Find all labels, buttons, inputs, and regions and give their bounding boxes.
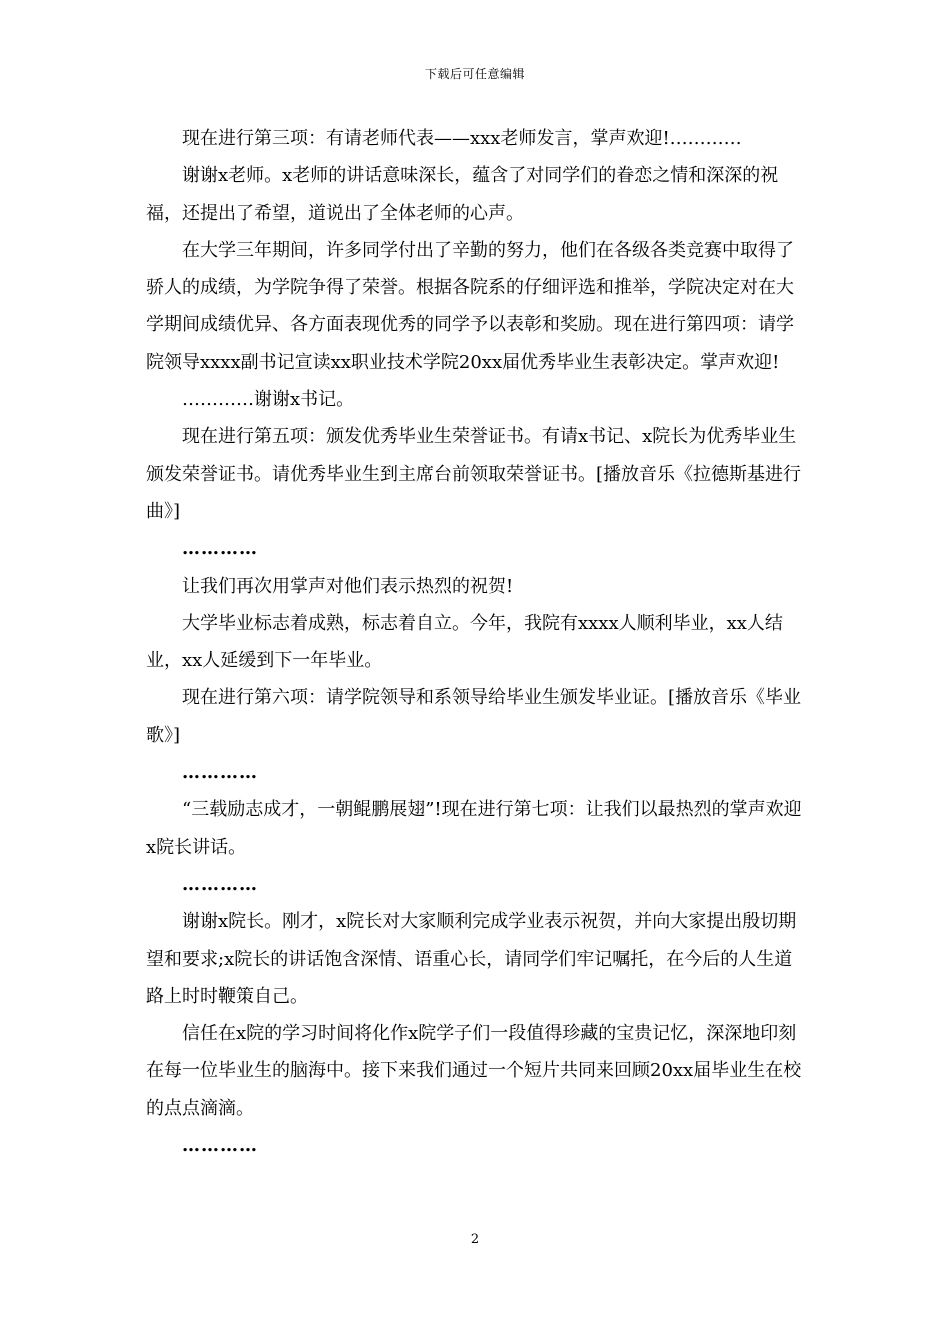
- ellipsis-separator: …………: [182, 538, 258, 560]
- ellipsis-separator: …………: [182, 762, 258, 784]
- ellipsis-separator: …………: [182, 873, 258, 895]
- document-body: [146, 120, 806, 1164]
- page-number: 2: [470, 1232, 480, 1247]
- paragraph-graduation-stats: 大学毕业标志着成熟，标志着自立。今年，我院有xxxx人顺利毕业，xx人结业，xx人延缓到下一年毕业。: [146, 612, 783, 672]
- paragraph-item-3-intro: 现在进行第三项：有请老师代表——xxx老师发言，掌声欢迎!…………: [182, 128, 742, 149]
- ellipsis-separator: …………: [182, 1135, 258, 1157]
- paragraph-item-7: “三载励志成才，一朝鲲鹏展翅”!现在进行第七项：让我们以最热烈的掌声欢迎x院长讲话。: [146, 799, 802, 858]
- paragraph-thanks-secretary: …………谢谢x书记。: [182, 389, 355, 411]
- paragraph-congratulations: 让我们再次用掌声对他们表示热烈的祝贺!: [182, 575, 514, 597]
- page-header: 下载后可任意编辑: [424, 67, 525, 81]
- paragraph-thanks-dean: 谢谢x院长。刚才，x院长对大家顺利完成学业表示祝贺，并向大家提出殷切期望和要求;x院长的讲话饱含深情、语重心长，请同学们牢记嘱托，在今后的人生道路上时时鞭策自己。: [146, 911, 797, 1007]
- paragraph-item-5: 现在进行第五项：颁发优秀毕业生荣誉证书。有请x书记、x院长为优秀毕业生颁发荣誉证书。请优秀毕业生到主席台前领取荣誉证书。[播放音乐《拉德斯基进行曲》]: [146, 426, 802, 522]
- paragraph-thanks-teacher: 谢谢x老师。x老师的讲话意味深长，蕴含了对同学们的眷恋之情和深深的祝福，还提出了希望，道说出了全体老师的心声。: [146, 165, 779, 224]
- paragraph-item-4: 在大学三年期间，许多同学付出了辛勤的努力，他们在各级各类竞赛中取得了骄人的成绩，为学院争得了荣誉。根据各院系的仔细评选和推举，学院决定对在大学期间成绩优异、各方面表现优秀的同学予以表彰和奖励。现在进行第四项：请学院领导xxxx副书记宣读xx职业技术学院20xx届优秀毕业生表彰决定。掌声欢迎!: [146, 239, 794, 373]
- paragraph-video-review: 信任在x院的学习时间将化作x院学子们一段值得珍藏的宝贵记忆，深深地印刻在每一位毕业生的脑海中。接下来我们通过一个短片共同来回顾20xx届毕业生在校的点点滴滴。: [146, 1023, 802, 1119]
- paragraph-item-6: 现在进行第六项：请学院领导和系领导给毕业生颁发毕业证。[播放音乐《毕业歌》]: [146, 687, 802, 746]
